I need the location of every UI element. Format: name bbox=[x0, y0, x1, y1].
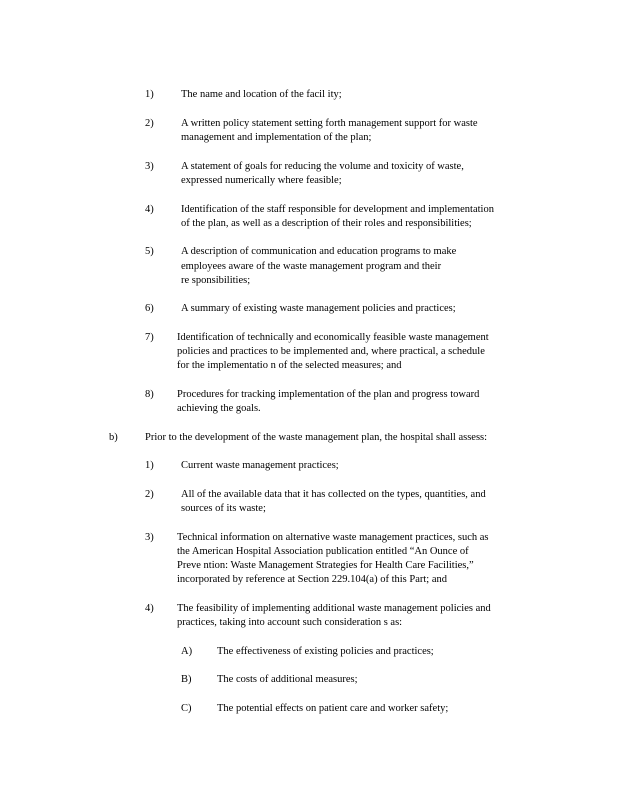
item-number: 3) bbox=[145, 161, 154, 172]
item-number: 5) bbox=[145, 246, 154, 257]
item-text: incorporated by reference at Section 229.104(a) of this Part; and bbox=[177, 574, 447, 585]
item-text: policies and practices to be implemented and, where practical, a schedule bbox=[177, 346, 485, 357]
item-text: sources of its waste; bbox=[181, 503, 266, 514]
item-number: 3) bbox=[145, 532, 154, 543]
item-text: The effectiveness of existing policies and practices; bbox=[217, 646, 434, 657]
item-text: The name and location of the facil ity; bbox=[181, 89, 342, 100]
item-text: re sponsibilities; bbox=[181, 275, 251, 286]
item-text: A statement of goals for reducing the volume and toxicity of waste, bbox=[181, 161, 464, 172]
item-number: B) bbox=[181, 674, 192, 685]
item-text: All of the available data that it has collected on the types, quantities, and bbox=[181, 489, 486, 500]
item-text: A written policy statement setting forth management support for waste bbox=[181, 118, 478, 129]
item-number: 8) bbox=[145, 389, 154, 400]
item-number: 7) bbox=[145, 332, 154, 343]
item-text: Procedures for tracking implementation of the plan and progress toward bbox=[177, 389, 480, 400]
item-text: The feasibility of implementing additional waste management policies and bbox=[177, 603, 491, 614]
item-number: A) bbox=[181, 646, 193, 657]
item-text: practices, taking into account such consideration s as: bbox=[177, 617, 403, 628]
item-number: C) bbox=[181, 703, 192, 714]
item-text: Identification of technically and economically feasible waste management bbox=[177, 332, 489, 343]
item-text: Technical information on alternative waste management practices, such as bbox=[177, 532, 489, 543]
item-text: Preve ntion: Waste Management Strategies for Health Care Facilities,” bbox=[177, 560, 474, 571]
item-text: A summary of existing waste management policies and practices; bbox=[181, 303, 456, 314]
item-text: expressed numerically where feasible; bbox=[181, 175, 342, 186]
item-text: for the implementatio n of the selected measures; and bbox=[177, 360, 402, 371]
item-text: of the plan, as well as a description of their roles and responsibilities; bbox=[181, 218, 472, 229]
item-text: employees aware of the waste management program and their bbox=[181, 261, 442, 272]
item-text: The potential effects on patient care and worker safety; bbox=[217, 703, 449, 714]
item-number: 4) bbox=[145, 204, 154, 215]
section-label: b) bbox=[109, 432, 118, 443]
item-number: 6) bbox=[145, 303, 154, 314]
item-number: 4) bbox=[145, 603, 154, 614]
item-number: 2) bbox=[145, 118, 154, 129]
item-text: A description of communication and education programs to make bbox=[181, 246, 457, 257]
item-text: The costs of additional measures; bbox=[217, 674, 358, 685]
item-text: management and implementation of the plan; bbox=[181, 132, 372, 143]
item-text: achieving the goals. bbox=[177, 403, 261, 414]
section-text: Prior to the development of the waste management plan, the hospital shall assess: bbox=[145, 432, 488, 443]
item-text: Current waste management practices; bbox=[181, 460, 339, 471]
item-text: the American Hospital Association publication entitled “An Ounce of bbox=[177, 546, 469, 557]
item-text: Identification of the staff responsible for development and implementation bbox=[181, 204, 494, 215]
item-number: 2) bbox=[145, 489, 154, 500]
item-number: 1) bbox=[145, 460, 154, 471]
item-number: 1) bbox=[145, 89, 154, 100]
